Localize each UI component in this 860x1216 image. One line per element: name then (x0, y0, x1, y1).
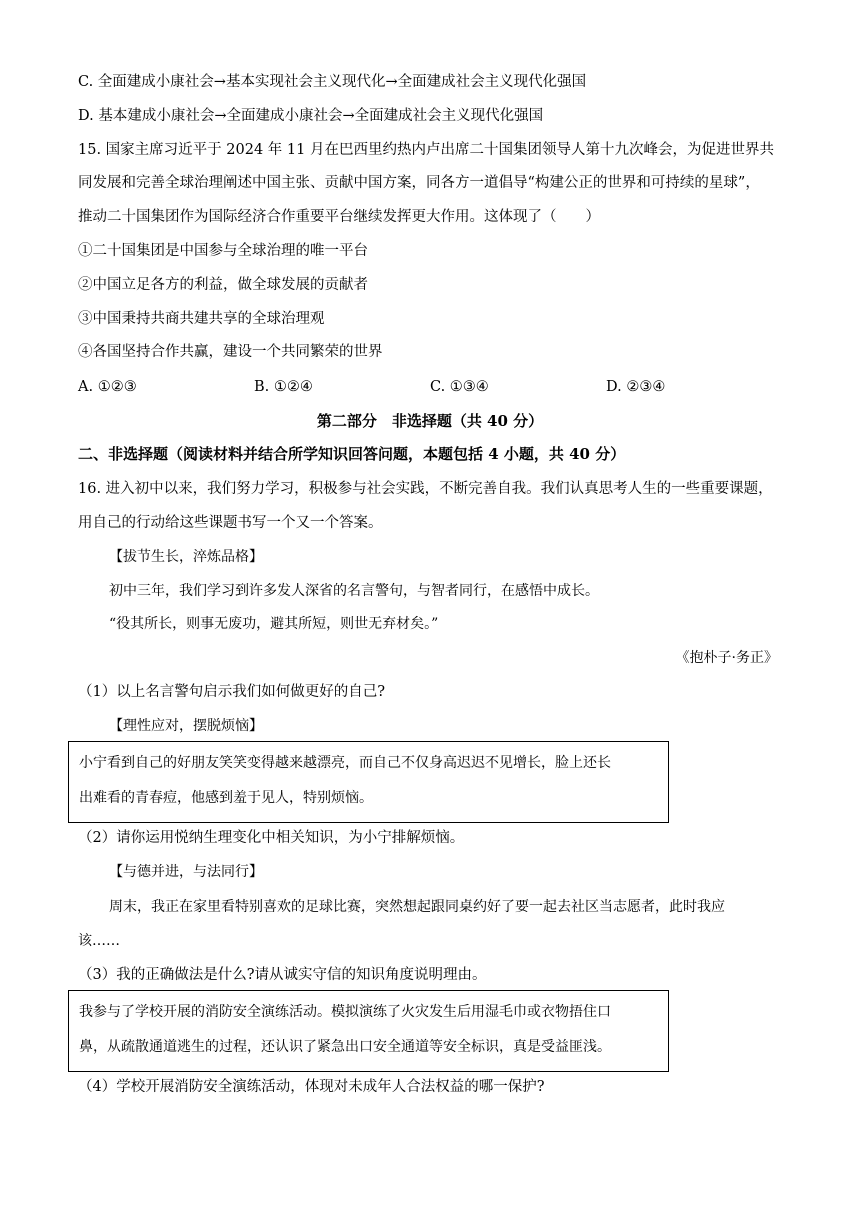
block3-text-line2: 该…… (78, 933, 120, 949)
q14-option-c: C. 全面建成小康社会→基本实现社会主义现代化→全面建成社会主义现代化强国 (78, 74, 587, 90)
q15-choice-d: D. ②③④ (606, 379, 666, 395)
q15-statement-1: ①二十国集团是中国参与全球治理的唯一平台 (78, 243, 368, 259)
q16-question-2: （2）请你运用悦纳生理变化中相关知识，为小宁排解烦恼。 (78, 830, 465, 846)
q16-question-4: （4）学校开展消防安全演练活动，体现对未成年人合法权益的哪一保护? (78, 1079, 545, 1095)
block2-heading: 【理性应对，摆脱烦恼】 (109, 718, 263, 734)
block4-box-line2: 鼻，从疏散通道逃生的过程，还认识了紧急出口安全通道等安全标识，真是受益匪浅。 (79, 1039, 611, 1055)
q15-choice-c: C. ①③④ (430, 379, 489, 395)
q14-option-d: D. 基本建成小康社会→全面建成小康社会→全面建成社会主义现代化强国 (78, 108, 544, 124)
block4-material-box (68, 990, 669, 1072)
q15-statement-3: ③中国秉持共商共建共享的全球治理观 (78, 311, 325, 327)
q16-question-1: （1）以上名言警句启示我们如何做更好的自己? (78, 684, 385, 700)
q15-stem-line3: 推动二十国集团作为国际经济合作重要平台继续发挥更大作用。这体现了（ ） (78, 209, 600, 225)
block1-text: 初中三年，我们学习到许多发人深省的名言警句，与智者同行，在感悟中成长。 (109, 583, 599, 599)
q16-intro-line2: 用自己的行动给这些课题书写一个又一个答案。 (78, 515, 383, 531)
q15-statement-2: ②中国立足各方的利益，做全球发展的贡献者 (78, 277, 368, 293)
block1-quote: “役其所长，则事无废功，避其所短，则世无弃材矣。” (109, 616, 439, 632)
block3-heading: 【与德并进，与法同行】 (109, 864, 263, 880)
block3-text-line1: 周末，我正在家里看特别喜欢的足球比赛，突然想起跟同桌约好了要一起去社区当志愿者，此时我应 (109, 899, 725, 915)
block2-box-line1: 小宁看到自己的好朋友笑笑变得越来越漂亮，而自己不仅身高迟迟不见增长，脸上还长 (79, 755, 611, 771)
q15-choice-a: A. ①②③ (78, 379, 137, 395)
block1-source: 《抱朴子·务正》 (675, 650, 778, 666)
q16-question-3: （3）我的正确做法是什么?请从诚实守信的知识角度说明理由。 (78, 967, 487, 983)
block4-box-line1: 我参与了学校开展的消防安全演练活动。模拟演练了火灾发生后用湿毛巾或衣物捂住口 (79, 1004, 611, 1020)
block2-box-line2: 出难看的青春痘，他感到羞于见人，特别烦恼。 (79, 790, 373, 806)
part2-title: 第二部分 非选择题（共 40 分） (316, 412, 544, 430)
q15-statement-4: ④各国坚持合作共赢，建设一个共同繁荣的世界 (78, 344, 383, 360)
q15-stem-line2: 同发展和完善全球治理阐述中国主张、贡献中国方案，同各方一道倡导“构建公正的世界和可持续的星球”， (78, 175, 760, 191)
section-heading: 二、非选择题（阅读材料并结合所学知识回答问题，本题包括 4 小题，共 40 分） (78, 445, 626, 463)
q16-intro-line1: 16. 进入初中以来，我们努力学习，积极参与社会实践，不断完善自我。我们认真思考人生的一些重要课题， (78, 481, 773, 497)
block2-material-box (68, 741, 669, 823)
q15-choice-b: B. ①②④ (254, 379, 313, 395)
q15-stem-line1: 15. 国家主席习近平于 2024 年 11 月在巴西里约热内卢出席二十国集团领导人第十九次峰会，为促进世界共 (78, 142, 774, 158)
block1-heading: 【拔节生长，淬炼品格】 (109, 549, 263, 565)
